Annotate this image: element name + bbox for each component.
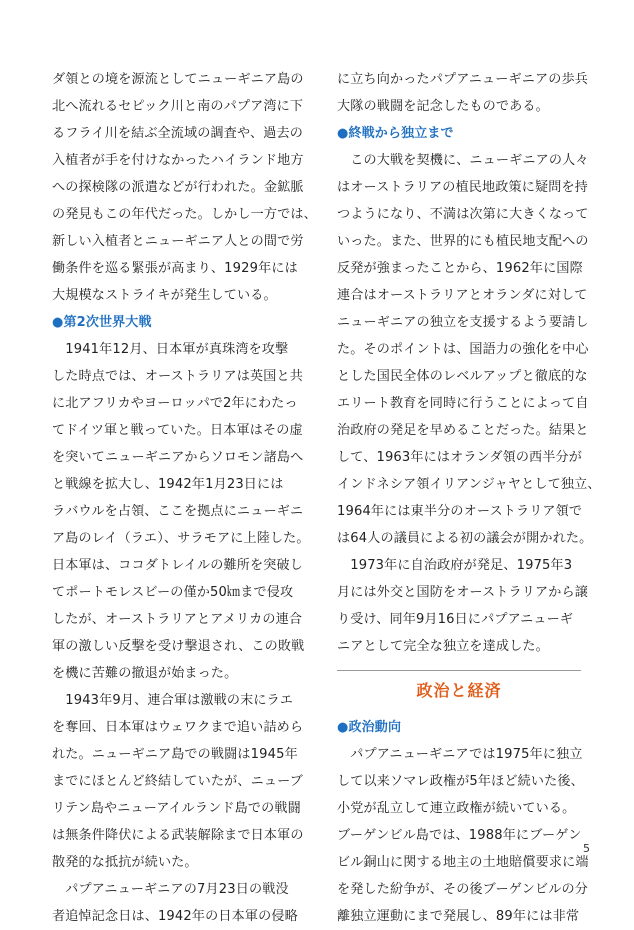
- text-line: いった。また、世界的にも植民地支配への: [337, 234, 589, 249]
- text-line: したが、オーストラリアとアメリカの連合: [52, 612, 303, 627]
- text-line: 新しい入植者とニューギニア人との間で労: [52, 234, 304, 249]
- heading-ww2: ●第2次世界大戦: [52, 315, 152, 330]
- section-header: [337, 670, 581, 710]
- text-line: ブーゲンビル島では、1988年にブーゲン: [337, 828, 582, 843]
- text-line: 月には外交と国防をオーストラリアから譲: [337, 585, 588, 600]
- text-line: して、1963年にはオランダ領の西半分が: [337, 450, 583, 465]
- text-line: るフライ川を結ぶ全流域の調査や、過去の: [52, 126, 303, 141]
- text-line: 大規模なストライキが発生している。: [52, 288, 277, 303]
- text-line: して以来ソマレ政権が5年ほど続いた後、: [337, 774, 584, 789]
- text-line: 連合はオーストラリアとオランダに対して: [337, 288, 588, 303]
- text-line: 北へ流れるセピック川と南のパプア湾に下: [52, 99, 304, 114]
- text-line: への探検隊の派遣などが行われた。金鉱脈: [52, 180, 304, 195]
- left-paragraph-2: [52, 336, 310, 930]
- heading-politics: ●政治動向: [337, 720, 402, 735]
- text-line: ダ領との境を源流としてニューギニア島の: [52, 72, 304, 87]
- text-line: 働条件を巡る緊張が高まり、1929年には: [52, 261, 298, 276]
- text-line: に立ち向かったパプアニューギニアの歩兵: [337, 72, 588, 87]
- section-divider: [337, 670, 581, 671]
- text-line: までにほとんど終結していたが、ニューブ: [52, 774, 303, 789]
- text-line: ニューギニアの独立を支援するよう要請し: [337, 315, 589, 330]
- text-line: ニアとして完全な独立を達成した。: [337, 639, 549, 654]
- text-line: パプアニューギニアの7月23日の戦没: [52, 882, 289, 897]
- text-line: ビル銅山に関する地主の土地賠償要求に端: [337, 855, 589, 870]
- text-line: した時点では、オーストラリアは英国と共: [52, 369, 303, 384]
- right-paragraph-3: [337, 741, 589, 930]
- heading-postwar-independence: ●終戦から独立まで: [337, 126, 454, 141]
- text-line: に北アフリカやヨーロッパで2年にわたっ: [52, 396, 298, 411]
- text-line: は無条件降伏による武装解除まで日本軍の: [52, 828, 304, 843]
- text-line: 1941年12月、日本軍が真珠湾を攻撃: [52, 342, 289, 357]
- text-line: 日本軍は、ココダトレイルの難所を突破し: [52, 558, 303, 573]
- text-line: 入植者が手を付けなかったハイランド地方: [52, 153, 304, 168]
- text-line: てポートモレスビーの僅か50㎞まで侵攻: [52, 585, 294, 600]
- text-line: インドネシア領イリアンジャヤとして独立、: [337, 477, 601, 492]
- text-line: ラバウルを占領、ここを拠点にニューギニ: [52, 504, 304, 519]
- text-line: パプアニューギニアでは1975年に独立: [337, 747, 583, 762]
- text-line: 大隊の戦闘を記念したものである。: [337, 99, 549, 114]
- text-line: 反発が強まったことから、1962年に国際: [337, 261, 583, 276]
- text-line: の発見もこの年代だった。しかし一方では、: [52, 207, 317, 222]
- text-line: この大戦を契機に、ニューギニアの人々: [337, 153, 589, 168]
- text-line: れた。ニューギニア島での戦闘は1945年: [52, 747, 298, 762]
- left-column: [52, 66, 317, 930]
- right-paragraph-1: [337, 66, 588, 120]
- text-line: つようになり、不満は次第に大きくなって: [337, 207, 589, 222]
- page-number: 5: [583, 842, 590, 855]
- text-line: 散発的な抵抗が続いた。: [52, 855, 198, 870]
- text-line: エリート教育を同時に行うことによって自: [337, 396, 589, 411]
- right-column: [337, 66, 601, 930]
- text-line: てドイツ軍と戦っていた。日本軍はその虚: [52, 423, 303, 438]
- text-line: を奪回、日本軍はウェワクまで追い詰めら: [52, 720, 304, 735]
- text-line: 1973年に自治政府が発足、1975年3: [337, 558, 573, 573]
- text-line: リテン島やニューアイルランド島での戦闘: [52, 801, 301, 816]
- text-line: た。そのポイントは、国語力の強化を中心: [337, 342, 589, 357]
- text-line: を突いてニューギニアからソロモン諸島へ: [52, 450, 304, 465]
- text-line: 小党が乱立して連立政権が続いている。: [337, 801, 576, 816]
- right-paragraph-2: [337, 147, 601, 660]
- text-line: 治政府の発足を早めることだった。結果と: [337, 423, 589, 438]
- text-line: を機に苦難の撤退が始まった。: [52, 666, 238, 681]
- text-line: とした国民全体のレベルアップと徹底的な: [337, 369, 588, 384]
- section-title: 政治と経済: [416, 681, 502, 700]
- text-line: 離独立運動にまで発展し、89年には非常: [337, 909, 580, 924]
- text-line: 者追悼記念日は、1942年の日本軍の侵略: [52, 909, 298, 924]
- text-line: り受け、同年9月16日にパプアニューギ: [337, 612, 574, 627]
- text-line: はオーストラリアの植民地政策に疑問を持: [337, 180, 588, 195]
- text-line: と戦線を拡大し、1942年1月23日には: [52, 477, 284, 492]
- left-paragraph-1: [52, 66, 317, 309]
- text-line: 軍の激しい反撃を受け撃退され、この敗戦: [52, 639, 305, 654]
- text-line: 1943年9月、連合軍は激戦の末にラエ: [52, 693, 294, 708]
- text-line: ア島のレイ（ラエ）、サラモアに上陸した。: [52, 531, 310, 546]
- text-line: 1964年には東半分のオーストラリア領で: [337, 504, 583, 519]
- text-line: を発した紛争が、その後ブーゲンビルの分: [337, 882, 588, 897]
- text-line: は64人の議員による初の議会が開かれた。: [337, 531, 593, 546]
